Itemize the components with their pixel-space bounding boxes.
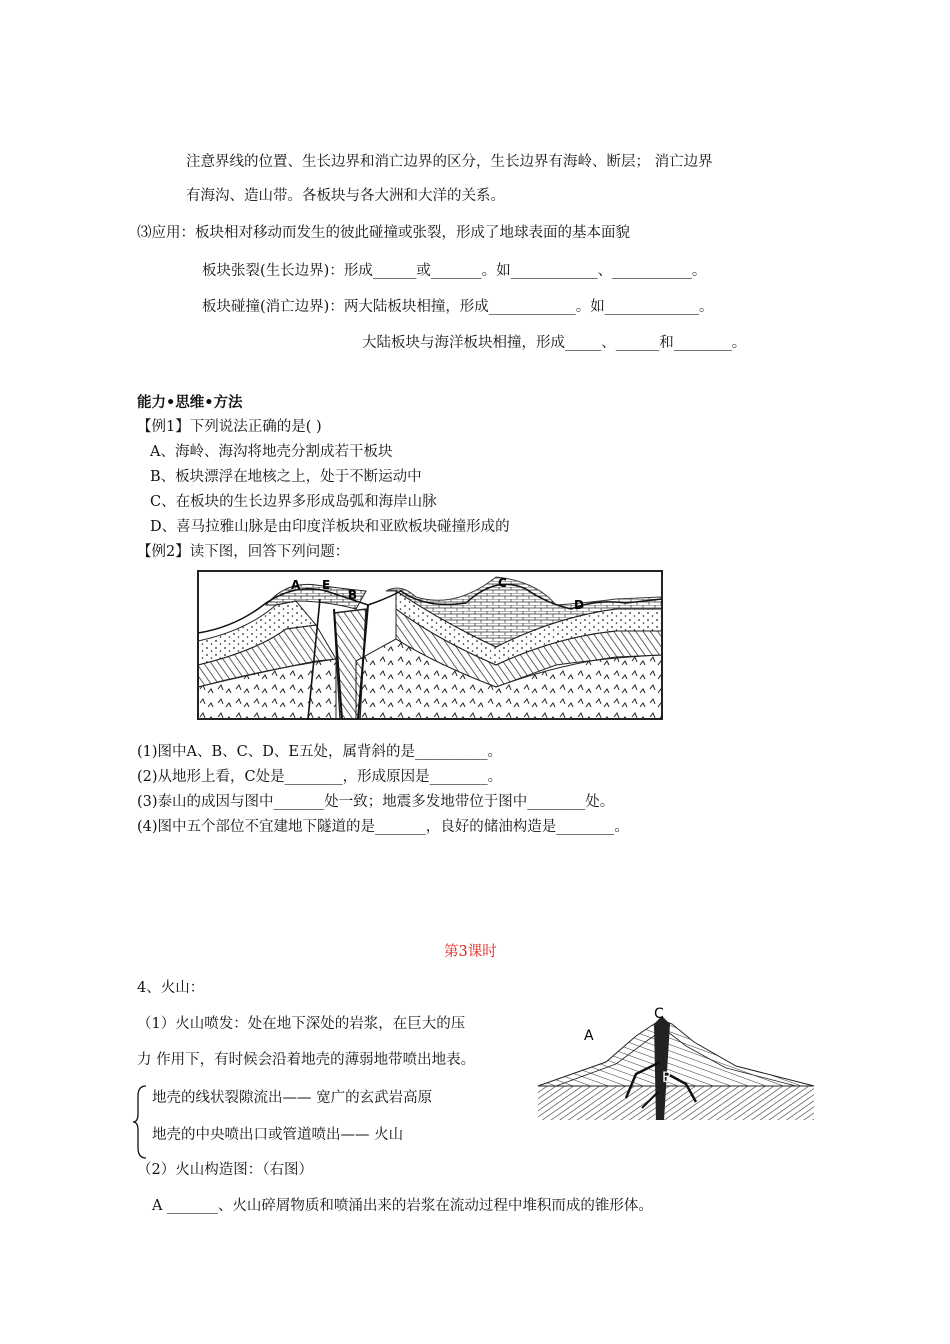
section-heading: 能力•思维•方法: [137, 395, 243, 411]
fissure-eruption-line: 地壳的线状裂隙流出—— 宽广的玄武岩高原: [152, 1090, 433, 1106]
example-2-title: 【例2】读下图，回答下列问题：: [137, 544, 350, 560]
question-3: (3)泰山的成因与图中_______处一致；地震多发地带位于图中________处。: [137, 794, 615, 810]
question-2: (2)从地形上看，C处是________，形成原因是________。: [137, 769, 503, 785]
volcano-cone-line: A _______、火山碎屑物质和喷涌出来的岩浆在流动过程中堆积而成的锥形体。: [152, 1198, 653, 1214]
example-1-option-b: B、板块漂浮在地核之上，处于不断运动中: [150, 469, 422, 485]
question-1: (1)图中A、B、C、D、E五处，属背斜的是__________。: [137, 744, 502, 760]
fig-label-e: E: [322, 578, 331, 592]
continent-ocean-collision-line: 大陆板块与海洋板块相撞，形成_____、______和________。: [362, 335, 747, 351]
central-eruption-line: 地壳的中央喷出口或管道喷出—— 火山: [152, 1127, 404, 1143]
volcano-label-b: B: [662, 1070, 672, 1086]
eruption-line-2: 力 作用下，有时候会沿着地壳的薄弱地带喷出地表。: [137, 1052, 476, 1068]
example-1-option-a: A、海岭、海沟将地壳分割成若干板块: [150, 444, 393, 460]
fig-label-b: B: [348, 588, 358, 602]
plate-rifting-line: 板块张裂(生长边界)：形成______或_______。如____________、___________。: [202, 263, 707, 279]
application-line: ⑶应用：板块相对移动而发生的彼此碰撞或张裂，形成了地球表面的基本面貌: [137, 225, 630, 241]
example-1-title: 【例1】下列说法正确的是( ): [137, 419, 322, 435]
plate-collision-line: 板块碰撞(消亡边界)：两大陆板块相撞，形成____________。如_____________。: [202, 299, 714, 315]
example-1-option-c: C、在板块的生长边界多形成岛弧和海岸山脉: [150, 494, 437, 510]
volcano-heading: 4、火山：: [137, 980, 205, 996]
curly-brace: [132, 1084, 150, 1160]
eruption-line-1: （1）火山喷发：处在地下深处的岩浆，在巨大的压: [137, 1016, 466, 1032]
fig-label-d: D: [574, 598, 584, 612]
question-4: (4)图中五个部位不宜建地下隧道的是_______，良好的储油构造是________。: [137, 819, 629, 835]
volcano-label-c: C: [654, 1006, 664, 1022]
lesson-title: 第3课时: [444, 944, 497, 960]
volcano-structure-figure: [536, 1002, 816, 1122]
geologic-cross-section-figure: [196, 569, 664, 721]
fig-label-a: A: [291, 578, 301, 592]
volcano-label-a: A: [584, 1028, 594, 1044]
fig-label-c: C: [498, 576, 507, 590]
example-1-option-d: D、喜马拉雅山脉是由印度洋板块和亚欧板块碰撞形成的: [150, 519, 510, 535]
boundary-note-line-2: 有海沟、造山带。各板块与各大洲和大洋的关系。: [186, 188, 505, 204]
volcano-structure-line: （2）火山构造图：（右图）: [137, 1162, 313, 1178]
boundary-note-line-1: 注意界线的位置、生长边界和消亡边界的区分，生长边界有海岭、断层； 消亡边界: [186, 154, 713, 170]
